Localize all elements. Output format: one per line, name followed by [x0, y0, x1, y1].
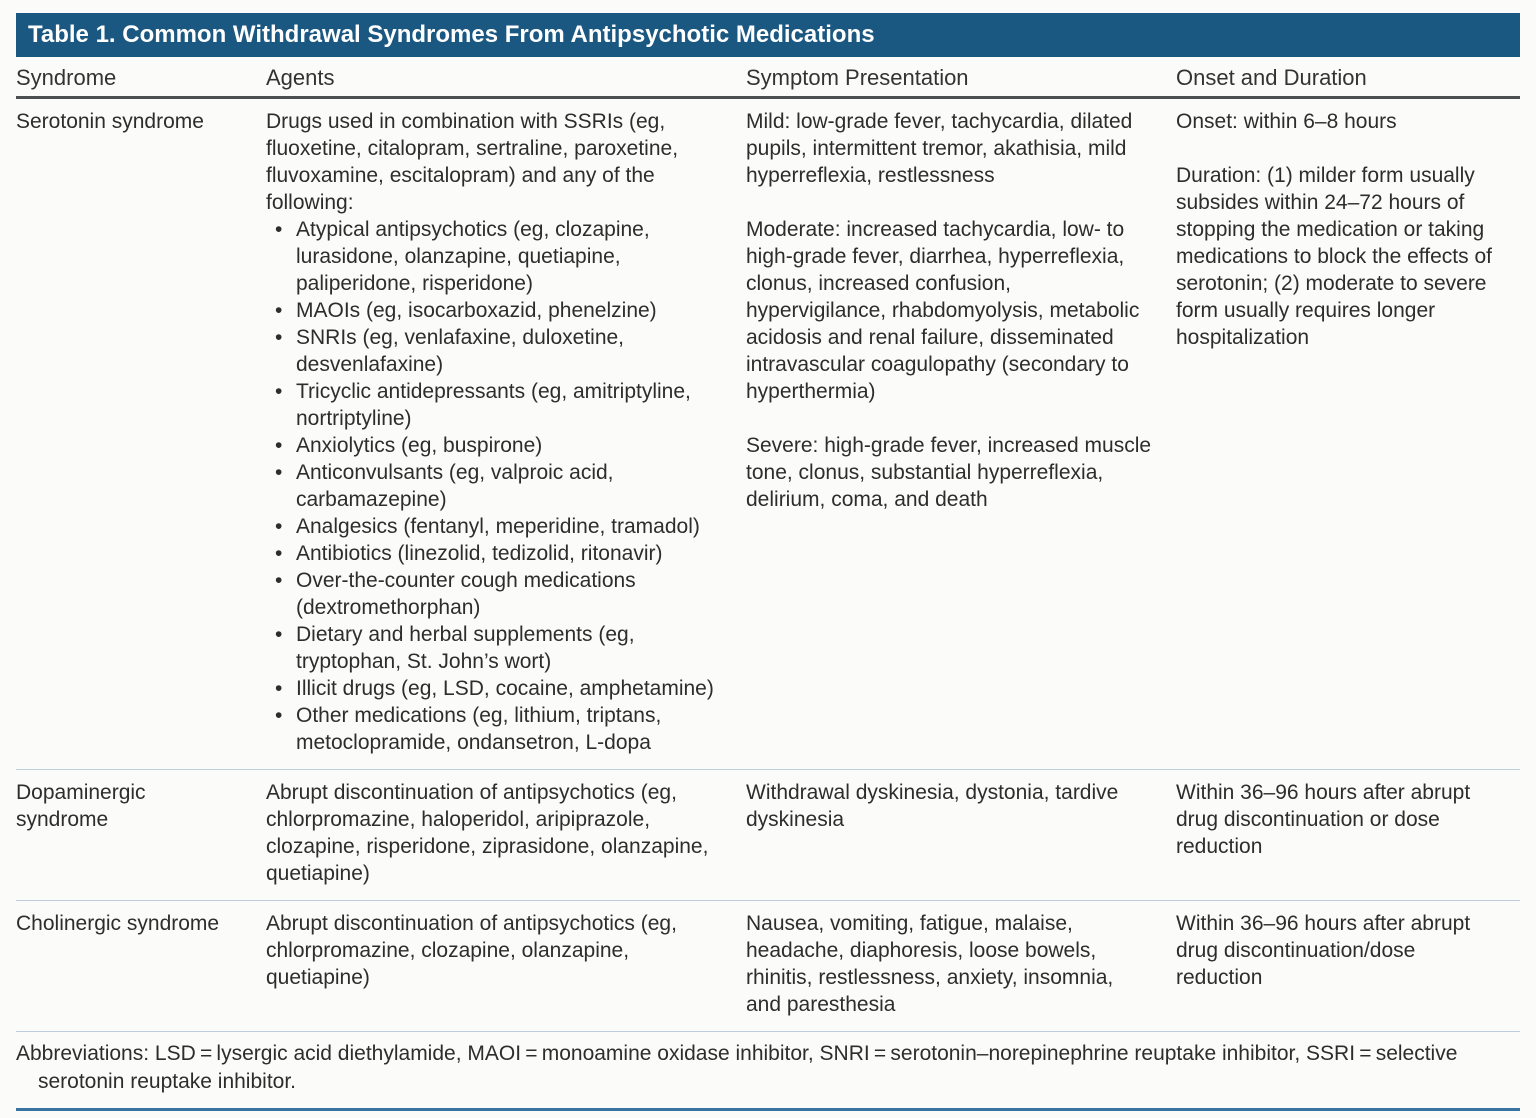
- onset-paragraph: Onset: within 6–8 hours: [1176, 110, 1397, 133]
- agents-intro: Abrupt discontinuation of antipsychotics (eg, chlorpromazine, clozapine, olanzapine, quetiapine): [266, 912, 677, 989]
- symptom-paragraph: Nausea, vomiting, fatigue, malaise, headache, diaphoresis, loose bowels, rhinitis, restlessness, anxiety, insomnia, and paresthesia: [746, 912, 1114, 1016]
- onset-duration-cell: [1176, 901, 1520, 1031]
- column-header-syndrome: Syndrome: [16, 65, 117, 90]
- syndrome-name: Serotonin syndrome: [16, 110, 204, 133]
- agent-bullet-item: • Anxiolytics (eg, buspirone): [266, 432, 722, 459]
- agents-intro: Abrupt discontinuation of antipsychotics (eg, chlorpromazine, haloperidol, aripiprazole, clozapine, risperidone, ziprasidone, olanzapine, quetiapine): [266, 781, 709, 885]
- symptom-paragraph: Withdrawal dyskinesia, dystonia, tardive dyskinesia: [746, 781, 1119, 831]
- table-row-dopaminergic-syndrome: [16, 770, 1520, 901]
- agent-bullet-item: • MAOIs (eg, isocarboxazid, phenelzine): [266, 297, 722, 324]
- agents-cell: [266, 99, 746, 769]
- agent-bullet-item: • Analgesics (fentanyl, meperidine, tramadol): [266, 513, 722, 540]
- column-header-agents: Agents: [266, 65, 335, 90]
- table-row-cholinergic-syndrome: [16, 901, 1520, 1032]
- onset-duration-cell: [1176, 770, 1520, 900]
- abbreviations-footnote: Abbreviations: LSD = lysergic acid diethylamide, MAOI = monoamine oxidase inhibitor, SNRI = serotonin–norepinephrine reuptake inhibitor, SSRI = selective serotonin reuptake inhibitor.: [16, 1032, 1520, 1111]
- agent-bullet-item: • Other medications (eg, lithium, triptans, metoclopramide, ondansetron, L-dopa: [266, 702, 722, 756]
- symptom-paragraph: Moderate: increased tachycardia, low- to high-grade fever, diarrhea, hyperreflexia, clonus, increased confusion, hypervigilance, rhabdomyolysis, metabolic acidosis and renal failure, disseminated intravascular coagulopathy (secondary to hyperthermia): [746, 218, 1140, 403]
- column-header-onset-duration: Onset and Duration: [1176, 65, 1367, 90]
- agents-bullet-list: [266, 216, 722, 756]
- onset-paragraph: Within 36–96 hours after abrupt drug discontinuation or dose reduction: [1176, 781, 1471, 858]
- agent-bullet-item: • Dietary and herbal supplements (eg, tryptophan, St. John’s wort): [266, 621, 722, 675]
- symptom-presentation-cell: [746, 901, 1176, 1031]
- column-header-row: [16, 57, 1520, 99]
- symptom-paragraph: Severe: high-grade fever, increased muscle tone, clonus, substantial hyperreflexia, delirium, coma, and death: [746, 434, 1152, 511]
- agent-bullet-item: • Illicit drugs (eg, LSD, cocaine, amphetamine): [266, 675, 722, 702]
- onset-duration-cell: [1176, 99, 1520, 769]
- symptom-presentation-cell: [746, 99, 1176, 769]
- syndrome-name: Dopaminergic syndrome: [16, 781, 146, 831]
- onset-paragraph: Duration: (1) milder form usually subsides within 24–72 hours of stopping the medication or taking medications to block the effects of serotonin; (2) moderate to severe form usually requires longer hospitalization: [1176, 164, 1492, 349]
- agent-bullet-item: • Tricyclic antidepressants (eg, amitriptyline, nortriptyline): [266, 378, 722, 432]
- table-title: Table 1. Common Withdrawal Syndromes From Antipsychotic Medications: [16, 13, 1520, 57]
- symptom-presentation-cell: [746, 770, 1176, 900]
- table-1: [16, 13, 1520, 1111]
- table-row-serotonin-syndrome: [16, 99, 1520, 770]
- agents-intro: Drugs used in combination with SSRIs (eg, fluoxetine, citalopram, sertraline, paroxetine, fluvoxamine, escitalopram) and any of the following:: [266, 110, 679, 214]
- agent-bullet-item: • Atypical antipsychotics (eg, clozapine, lurasidone, olanzapine, quetiapine, paliperidone, risperidone): [266, 216, 722, 297]
- agent-bullet-item: • Anticonvulsants (eg, valproic acid, carbamazepine): [266, 459, 722, 513]
- agent-bullet-item: • Over-the-counter cough medications (dextromethorphan): [266, 567, 722, 621]
- column-header-symptom-presentation: Symptom Presentation: [746, 65, 969, 90]
- onset-paragraph: Within 36–96 hours after abrupt drug discontinuation/dose reduction: [1176, 912, 1471, 989]
- agent-bullet-item: • SNRIs (eg, venlafaxine, duloxetine, desvenlafaxine): [266, 324, 722, 378]
- agent-bullet-item: • Antibiotics (linezolid, tedizolid, ritonavir): [266, 540, 722, 567]
- symptom-paragraph: Mild: low-grade fever, tachycardia, dilated pupils, intermittent tremor, akathisia, mild hyperreflexia, restlessness: [746, 110, 1133, 187]
- agents-cell: [266, 901, 746, 1031]
- agents-cell: [266, 770, 746, 900]
- syndrome-name: Cholinergic syndrome: [16, 912, 220, 935]
